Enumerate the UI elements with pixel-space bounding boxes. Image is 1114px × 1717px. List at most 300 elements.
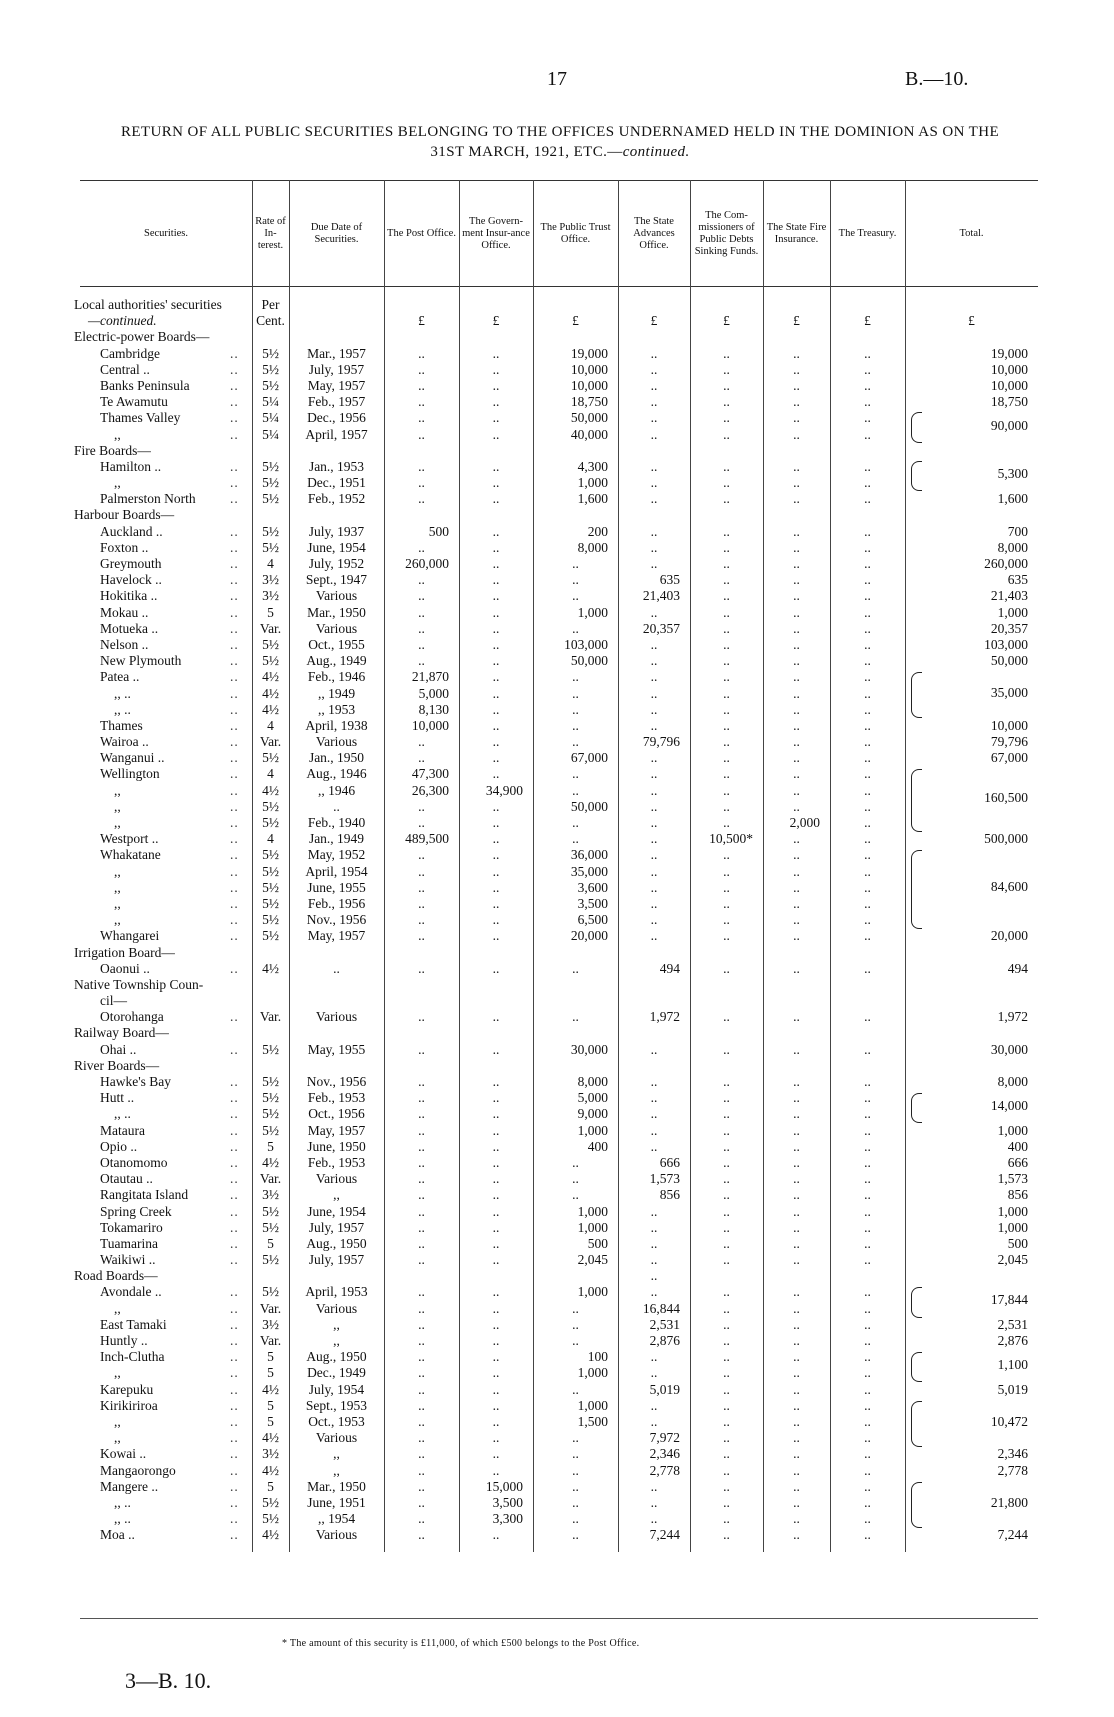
table-row — [74, 442, 1038, 459]
govt-insurance-cell: 3,300 — [492, 1511, 523, 1527]
state-advances-cell: .. — [650, 1511, 658, 1527]
sinking-funds-cell: .. — [723, 734, 730, 750]
sinking-funds-cell: .. — [723, 588, 730, 604]
post-office-cell: .. — [418, 620, 425, 636]
leader-dots: .. — [230, 1154, 239, 1170]
sinking-funds-cell: .. — [723, 863, 730, 879]
due-date-cell: Feb., 1953 — [307, 1090, 366, 1106]
treasury-cell: .. — [864, 701, 871, 717]
leader-dots: .. — [230, 782, 239, 798]
state-advances-cell: 1,573 — [649, 1171, 680, 1187]
due-date-cell: Aug., 1949 — [306, 653, 367, 669]
sinking-funds-cell: .. — [723, 912, 730, 928]
govt-insurance-cell: .. — [492, 928, 500, 944]
table-row — [80, 572, 1038, 588]
public-trust-cell: 6,500 — [577, 912, 608, 928]
treasury-cell: .. — [864, 685, 871, 701]
state-fire-cell: .. — [793, 685, 800, 701]
govt-insurance-cell: 34,900 — [485, 782, 523, 798]
table-row — [80, 1284, 1038, 1300]
header-due-date: Due Date of Securities. — [310, 221, 363, 245]
page-number: 17 — [547, 68, 567, 90]
state-fire-cell: .. — [793, 750, 800, 766]
post-office-cell: 21,870 — [411, 669, 449, 685]
treasury-cell: .. — [864, 1219, 871, 1235]
public-trust-cell: .. — [572, 1300, 579, 1316]
state-fire-cell: .. — [793, 1074, 800, 1089]
sinking-funds-cell: .. — [723, 1090, 730, 1106]
rate-cell: 5½ — [262, 1203, 279, 1219]
state-fire-cell: .. — [793, 1138, 800, 1154]
leader-dots: .. — [230, 1122, 239, 1138]
treasury-cell: .. — [864, 636, 871, 652]
rate-cell: 5½ — [262, 377, 279, 393]
leader-dots: .. — [230, 879, 239, 895]
rate-cell: 5½ — [262, 815, 279, 830]
due-date-cell: Mar., 1950 — [307, 1478, 366, 1494]
table-row — [80, 556, 1038, 572]
govt-insurance-cell: .. — [492, 766, 500, 782]
sinking-funds-cell: .. — [723, 766, 730, 782]
table-row — [80, 653, 1038, 669]
group-total: 35,000 — [990, 684, 1028, 700]
header-government-insurance: The Govern-ment Insur-ance Office. — [462, 215, 530, 251]
table-row — [80, 1317, 1038, 1333]
table-row — [74, 1268, 1038, 1284]
state-fire-cell: .. — [793, 410, 800, 426]
table-row — [80, 1398, 1038, 1414]
leader-dots: .. — [230, 345, 239, 361]
public-trust-cell: 8,000 — [577, 1074, 608, 1089]
state-fire-cell: .. — [793, 1511, 800, 1527]
sinking-funds-cell: .. — [723, 717, 730, 733]
state-fire-cell: .. — [793, 863, 800, 879]
state-advances-cell: .. — [650, 653, 658, 669]
public-trust-cell: .. — [572, 1009, 579, 1025]
public-trust-cell: 5,000 — [577, 1090, 608, 1106]
public-trust-cell: 50,000 — [570, 653, 608, 669]
public-trust-cell: .. — [572, 831, 579, 847]
security-name: Road Boards— — [74, 1268, 158, 1284]
public-trust-cell: 500 — [587, 1235, 608, 1251]
sinking-funds-cell: .. — [723, 1462, 730, 1478]
treasury-cell: .. — [864, 1381, 871, 1397]
leader-dots: .. — [230, 1219, 239, 1235]
rate-cell: 5¼ — [262, 394, 279, 410]
post-office-cell: .. — [418, 475, 425, 491]
due-date-cell: Various — [315, 1430, 358, 1446]
table-row — [80, 1365, 1038, 1381]
post-office-cell: .. — [418, 1365, 425, 1381]
state-fire-cell: .. — [793, 604, 800, 620]
due-date-cell: July, 1954 — [308, 1381, 365, 1397]
post-office-cell: .. — [418, 491, 425, 507]
due-date-cell: Sept., 1953 — [305, 1397, 368, 1413]
post-office-cell: .. — [418, 1349, 425, 1365]
sinking-funds-cell: .. — [723, 394, 730, 410]
security-name: Patea .. — [100, 669, 140, 685]
state-fire-cell: .. — [793, 782, 800, 798]
table-row — [74, 1025, 1038, 1041]
public-trust-cell: .. — [572, 960, 579, 976]
table-row — [80, 912, 1038, 928]
rate-cell: 4½ — [262, 1381, 279, 1397]
leader-dots: .. — [230, 1446, 239, 1462]
security-name: Hawke's Bay — [100, 1074, 172, 1089]
post-office-cell: 26,300 — [411, 782, 449, 798]
table-body — [74, 287, 1038, 1543]
treasury-cell: .. — [864, 879, 871, 895]
security-name: Auckland .. — [100, 523, 163, 539]
rate-cell: 5½ — [262, 636, 279, 652]
govt-insurance-cell: .. — [492, 394, 500, 410]
govt-insurance-cell: .. — [492, 1235, 500, 1251]
state-advances-cell: 856 — [659, 1187, 680, 1203]
rate-cell: 5½ — [262, 361, 279, 377]
sinking-funds-cell: .. — [723, 895, 730, 911]
leader-dots: .. — [230, 1252, 239, 1268]
rate-cell: Var. — [259, 1171, 282, 1187]
post-office-cell: .. — [418, 1138, 425, 1154]
state-fire-cell: .. — [793, 1252, 800, 1268]
sinking-funds-cell: .. — [723, 879, 730, 895]
treasury-cell: .. — [864, 1478, 871, 1494]
state-advances-cell: 7,972 — [649, 1430, 680, 1446]
state-advances-cell: .. — [650, 879, 658, 895]
due-date-cell: Dec., 1951 — [307, 475, 366, 491]
total-cell: 8,000 — [997, 539, 1028, 555]
govt-insurance-cell: .. — [492, 895, 500, 911]
public-trust-cell: .. — [572, 1446, 579, 1462]
state-advances-cell: 79,796 — [642, 734, 680, 750]
security-name: Otorohanga — [100, 1009, 164, 1025]
sinking-funds-cell: .. — [723, 1381, 730, 1397]
treasury-cell: .. — [864, 1365, 871, 1381]
security-name: Motueka .. — [100, 620, 159, 636]
post-office-cell: .. — [418, 588, 425, 604]
state-fire-cell: .. — [793, 1397, 800, 1413]
state-fire-cell: .. — [793, 1462, 800, 1478]
table-header — [80, 180, 1038, 287]
rate-cell: Var. — [259, 1300, 282, 1316]
state-fire-cell: .. — [793, 636, 800, 652]
state-fire-cell: .. — [793, 1349, 800, 1365]
leader-dots: .. — [230, 1494, 239, 1510]
table-row — [80, 475, 1038, 491]
leader-dots: .. — [230, 1041, 239, 1057]
post-office-cell: .. — [418, 1478, 425, 1494]
security-name: Mangere .. — [100, 1478, 159, 1494]
total-cell: £ — [968, 313, 975, 329]
rate-cell: 5½ — [262, 653, 279, 669]
group-total: 1,100 — [997, 1357, 1028, 1373]
security-name: East Tamaki — [100, 1316, 167, 1332]
state-fire-cell: .. — [793, 879, 800, 895]
public-trust-cell: £ — [572, 313, 579, 329]
public-trust-cell: 1,000 — [577, 1122, 608, 1138]
table-row — [80, 1463, 1038, 1479]
table-row — [80, 1236, 1038, 1252]
due-date-cell: June, 1955 — [307, 879, 366, 895]
security-name: ,, — [114, 475, 121, 491]
govt-insurance-cell: .. — [492, 1219, 500, 1235]
state-advances-cell: .. — [650, 1235, 658, 1251]
due-date-cell: Feb., 1940 — [307, 815, 366, 830]
due-date-cell: Aug., 1950 — [306, 1349, 367, 1365]
state-fire-cell: .. — [793, 1413, 800, 1429]
security-name: ,, .. — [114, 1106, 131, 1122]
rate-cell: 5½ — [262, 1494, 279, 1510]
total-cell: 67,000 — [990, 750, 1028, 766]
state-fire-cell: .. — [793, 1284, 800, 1300]
sinking-funds-cell: .. — [723, 491, 730, 507]
footnote: * The amount of this security is £11,000, of which £500 belongs to the Post Office. — [282, 1638, 640, 1649]
post-office-cell: 5,000 — [418, 685, 449, 701]
security-name: Harbour Boards— — [74, 507, 175, 523]
state-fire-cell: .. — [793, 588, 800, 604]
govt-insurance-cell: .. — [492, 1397, 500, 1413]
treasury-cell: .. — [864, 1187, 871, 1203]
security-name: Huntly .. — [100, 1333, 148, 1348]
rate-cell: 3½ — [262, 1187, 279, 1203]
leader-dots: .. — [230, 1430, 239, 1446]
public-trust-cell: 3,600 — [577, 879, 608, 895]
public-trust-cell: .. — [572, 1333, 579, 1348]
table-row — [80, 1430, 1038, 1446]
rate-cell: 3½ — [262, 1446, 279, 1462]
due-date-cell: June, 1954 — [307, 1203, 366, 1219]
sinking-funds-cell: .. — [723, 636, 730, 652]
rate-cell: 5½ — [262, 1511, 279, 1527]
state-advances-cell: .. — [650, 1413, 658, 1429]
table-row — [80, 1446, 1038, 1462]
due-date-cell: Various — [315, 1009, 358, 1025]
treasury-cell: .. — [864, 717, 871, 733]
sinking-funds-cell: .. — [723, 539, 730, 555]
table-row — [80, 605, 1038, 621]
treasury-cell: .. — [864, 831, 871, 847]
due-date-cell: Nov., 1956 — [306, 912, 367, 928]
post-office-cell: 489,500 — [405, 831, 449, 847]
state-advances-cell: .. — [650, 912, 658, 928]
post-office-cell: .. — [418, 960, 425, 976]
rate-cell: 5½ — [262, 1284, 279, 1300]
post-office-cell: .. — [418, 1413, 425, 1429]
total-cell: 10,000 — [990, 361, 1028, 377]
security-name: Cambridge — [100, 345, 160, 361]
treasury-cell: .. — [864, 782, 871, 798]
due-date-cell: Various — [315, 620, 358, 636]
treasury-cell: .. — [864, 1106, 871, 1122]
leader-dots: .. — [230, 653, 239, 669]
public-trust-cell: .. — [572, 717, 579, 733]
security-name: Nelson .. — [100, 636, 149, 652]
security-name: Wanganui .. — [100, 750, 165, 766]
due-date-cell: April, 1957 — [305, 426, 368, 442]
post-office-cell: .. — [418, 1009, 425, 1025]
govt-insurance-cell: .. — [492, 1106, 500, 1122]
due-date-cell: Feb., 1957 — [307, 394, 366, 410]
state-fire-cell: .. — [793, 1300, 800, 1316]
state-advances-cell: .. — [650, 1122, 658, 1138]
sinking-funds-cell: .. — [723, 701, 730, 717]
state-fire-cell: .. — [793, 928, 800, 944]
treasury-cell: .. — [864, 1074, 871, 1089]
due-date-cell: .. — [333, 960, 340, 976]
security-name: Thames — [100, 717, 143, 733]
treasury-cell: .. — [864, 1349, 871, 1365]
rate-cell: 4½ — [262, 1154, 279, 1170]
post-office-cell: .. — [418, 1333, 425, 1348]
sinking-funds-cell: .. — [723, 1106, 730, 1122]
state-advances-cell: .. — [650, 361, 658, 377]
title-line-1: RETURN OF ALL PUBLIC SECURITIES BELONGING TO THE OFFICES UNDERNAMED HELD IN THE DOMINION AS ON THE — [120, 124, 1000, 140]
treasury-cell: .. — [864, 426, 871, 442]
public-trust-cell: 2,045 — [577, 1252, 608, 1268]
security-name: Railway Board— — [74, 1025, 169, 1041]
treasury-cell: .. — [864, 1397, 871, 1413]
treasury-cell: .. — [864, 1413, 871, 1429]
treasury-cell: .. — [864, 345, 871, 361]
state-advances-cell: .. — [650, 491, 658, 507]
treasury-cell: .. — [864, 1333, 871, 1348]
sinking-funds-cell: .. — [723, 1333, 730, 1348]
state-advances-cell: 2,876 — [649, 1333, 680, 1348]
security-name: Banks Peninsula — [100, 377, 190, 393]
due-date-cell: July, 1937 — [308, 523, 365, 539]
sinking-funds-cell: .. — [723, 1300, 730, 1316]
leader-dots: .. — [230, 750, 239, 766]
state-advances-cell: .. — [650, 1365, 658, 1381]
security-name: Central .. — [100, 361, 150, 377]
due-date-cell: ,, 1954 — [317, 1511, 356, 1527]
due-date-cell: Oct., 1953 — [308, 1413, 365, 1429]
group-total: 5,300 — [997, 466, 1028, 482]
treasury-cell: .. — [864, 734, 871, 750]
security-name: ,, — [114, 815, 121, 830]
security-name: Mangaorongo — [100, 1462, 176, 1478]
rate-cell: 5 — [267, 1397, 274, 1413]
state-fire-cell: .. — [793, 701, 800, 717]
treasury-cell: .. — [864, 1090, 871, 1106]
treasury-cell: .. — [864, 669, 871, 685]
public-trust-cell: 10,000 — [570, 361, 608, 377]
total-cell: 79,796 — [990, 734, 1028, 750]
rate-cell: 5¼ — [262, 410, 279, 426]
sinking-funds-cell: .. — [723, 1413, 730, 1429]
due-date-cell: Various — [315, 1527, 358, 1543]
rate-cell: 4½ — [262, 669, 279, 685]
rate-cell: 4½ — [262, 960, 279, 976]
state-fire-cell: .. — [793, 1494, 800, 1510]
public-trust-cell: 103,000 — [564, 636, 608, 652]
post-office-cell: .. — [418, 539, 425, 555]
total-cell: 19,000 — [990, 345, 1028, 361]
treasury-cell: .. — [864, 458, 871, 474]
table-row — [80, 896, 1038, 912]
sinking-funds-cell: .. — [723, 556, 730, 571]
treasury-cell: .. — [864, 895, 871, 911]
total-cell: 1,000 — [997, 1122, 1028, 1138]
state-fire-cell: .. — [793, 895, 800, 911]
govt-insurance-cell: .. — [492, 426, 500, 442]
govt-insurance-cell: .. — [492, 1138, 500, 1154]
treasury-cell: .. — [864, 410, 871, 426]
leader-dots: .. — [230, 572, 239, 588]
post-office-cell: .. — [418, 1041, 425, 1057]
rate-cell: 5½ — [262, 1106, 279, 1122]
state-advances-cell: .. — [650, 1203, 658, 1219]
table-row — [80, 1252, 1038, 1268]
post-office-cell: 10,000 — [411, 717, 449, 733]
security-name: ,, .. — [114, 1511, 131, 1527]
treasury-cell: .. — [864, 928, 871, 944]
due-date-cell: July, 1957 — [308, 1219, 365, 1235]
post-office-cell: £ — [418, 313, 425, 329]
post-office-cell: .. — [418, 1203, 425, 1219]
treasury-cell: .. — [864, 572, 871, 588]
table-row — [80, 669, 1038, 685]
rate-cell: 5½ — [262, 879, 279, 895]
state-advances-cell: .. — [650, 669, 658, 685]
state-fire-cell: £ — [793, 313, 800, 329]
state-advances-cell: .. — [650, 523, 658, 539]
total-cell: 1,000 — [997, 604, 1028, 620]
state-advances-cell: 5,019 — [649, 1381, 680, 1397]
title-line-2-text: 31ST MARCH, 1921, ETC.— — [430, 144, 623, 160]
table-row — [74, 297, 1038, 313]
leader-dots: .. — [230, 1300, 239, 1316]
due-date-cell: May, 1957 — [307, 1122, 366, 1138]
govt-insurance-cell: .. — [492, 831, 500, 847]
sinking-funds-cell: .. — [723, 1494, 730, 1510]
govt-insurance-cell: .. — [492, 734, 500, 750]
public-trust-cell: 400 — [587, 1138, 608, 1154]
public-trust-cell: .. — [572, 1462, 579, 1478]
sinking-funds-cell: £ — [723, 313, 730, 329]
rate-cell: Cent. — [256, 313, 285, 329]
table-row — [80, 1204, 1038, 1220]
sinking-funds-cell: .. — [723, 960, 730, 976]
govt-insurance-cell: .. — [492, 1430, 500, 1446]
govt-insurance-cell: .. — [492, 879, 500, 895]
security-name: ,, — [114, 912, 121, 928]
leader-dots: .. — [230, 1138, 239, 1154]
govt-insurance-cell: .. — [492, 1203, 500, 1219]
table-row — [80, 1382, 1038, 1398]
rate-cell: 4 — [267, 766, 274, 782]
state-fire-cell: .. — [793, 1154, 800, 1170]
public-trust-cell: 67,000 — [570, 750, 608, 766]
leader-dots: .. — [230, 394, 239, 410]
govt-insurance-cell: .. — [492, 912, 500, 928]
leader-dots: .. — [230, 1349, 239, 1365]
rate-cell: 5½ — [262, 1219, 279, 1235]
state-advances-cell: .. — [650, 1268, 658, 1284]
post-office-cell: .. — [418, 636, 425, 652]
table-row — [80, 1349, 1038, 1365]
post-office-cell: .. — [418, 604, 425, 620]
govt-insurance-cell: .. — [492, 847, 500, 863]
table-row — [80, 1171, 1038, 1187]
security-name: Tuamarina — [100, 1235, 158, 1251]
table-row — [80, 346, 1038, 362]
govt-insurance-cell: .. — [492, 523, 500, 539]
due-date-cell: June, 1951 — [307, 1494, 366, 1510]
due-date-cell: Nov., 1956 — [306, 1074, 367, 1089]
govt-insurance-cell: .. — [492, 604, 500, 620]
table-row — [80, 540, 1038, 556]
